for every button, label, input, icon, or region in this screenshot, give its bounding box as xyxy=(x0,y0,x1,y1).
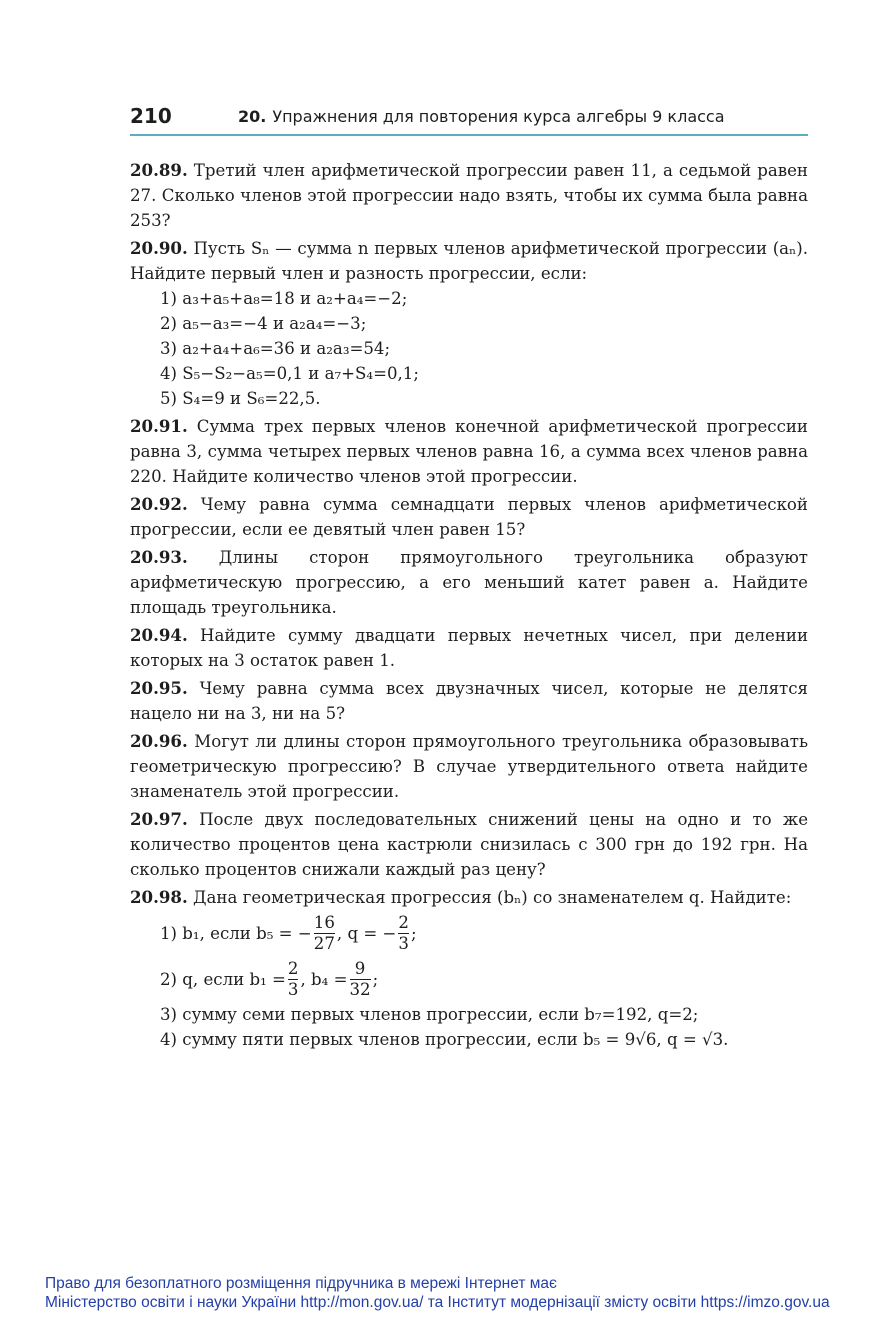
denominator: 3 xyxy=(398,933,409,953)
problem-text: Пусть Sₙ — сумма n первых членов арифметической прогрессии (aₙ). Найдите первый член и разность прогрессии, если: xyxy=(130,239,808,283)
problem-20-95 xyxy=(130,676,808,726)
page-header xyxy=(130,104,808,136)
problem-number: 20.98. xyxy=(130,887,188,907)
numerator: 16 xyxy=(313,912,335,932)
sub-item: 4) сумму пяти первых членов прогрессии, если b₅ = 9√6, q = √3. xyxy=(160,1030,729,1049)
fraction xyxy=(350,959,371,1000)
formula-text: 1) b₁, если b₅ = − xyxy=(160,923,312,943)
sub-item: 1) a₃+a₅+a₈=18 и a₂+a₄=−2; xyxy=(160,289,408,308)
numerator: 2 xyxy=(398,912,409,932)
problems-list xyxy=(130,158,808,1055)
problem-number: 20.95. xyxy=(130,678,188,698)
problem-number: 20.97. xyxy=(130,809,188,829)
problem-number: 20.96. xyxy=(130,731,188,751)
problem-text: Чему равна сумма семнадцати первых членов арифметической прогрессии, если ее девятый член равен 15? xyxy=(130,495,808,539)
problem-text: Найдите сумму двадцати первых нечетных чисел, при делении которых на 3 остаток равен 1. xyxy=(130,626,808,670)
problem-text: Могут ли длины сторон прямоугольного треугольника образовывать геометрическую прогрессию? В случае утвердительного ответа найдите знаменатель этой прогрессии. xyxy=(130,732,808,801)
page-number: 210 xyxy=(130,104,172,128)
problem-20-97 xyxy=(130,807,808,882)
problem-text: Дана геометрическая прогрессия (bₙ) со знаменателем q. Найдите: xyxy=(193,888,792,907)
problem-20-96 xyxy=(130,729,808,804)
fraction xyxy=(398,913,409,954)
section-title: Упражнения для повторения курса алгебры 9 класса xyxy=(272,107,725,126)
problem-text: Сумма трех первых членов конечной арифметической прогрессии равна 3, сумма четырех первых членов равна 16, а сумма всех членов равна 220. Найдите количество членов этой прогрессии. xyxy=(130,417,808,486)
footer-line: Право для безоплатного розміщення підручника в мережі Інтернет має xyxy=(45,1275,557,1292)
problem-20-91 xyxy=(130,414,808,489)
sub-item-fraction xyxy=(130,910,808,956)
problem-20-89 xyxy=(130,158,808,233)
problem-20-94 xyxy=(130,623,808,673)
sub-item: 2) a₅−a₃=−4 и a₂a₄=−3; xyxy=(160,314,367,333)
problem-number: 20.92. xyxy=(130,494,188,514)
problem-20-98 xyxy=(130,885,808,1052)
problem-text: Третий член арифметической прогрессии равен 11, а седьмой равен 27. Сколько членов этой прогрессии надо взять, чтобы их сумма была равна 253? xyxy=(130,161,808,230)
license-footer xyxy=(45,1274,830,1312)
problem-20-93 xyxy=(130,545,808,620)
problem-number: 20.89. xyxy=(130,160,188,180)
formula-text: , b₄ = xyxy=(300,969,348,989)
problem-number: 20.93. xyxy=(130,547,188,567)
formula-text: ; xyxy=(372,969,379,989)
footer-line: Міністерство освіти і науки України http://mon.gov.ua/ та Інститут модернізації змісту освіти https://imzo.gov.ua xyxy=(45,1294,830,1311)
sub-item: 4) S₅−S₂−a₅=0,1 и a₇+S₄=0,1; xyxy=(160,364,419,383)
problem-number: 20.94. xyxy=(130,625,188,645)
formula-text: 2) q, если b₁ = xyxy=(160,969,286,989)
problem-number: 20.90. xyxy=(130,238,188,258)
numerator: 9 xyxy=(350,959,371,980)
fraction xyxy=(314,913,335,954)
problem-text: Длины сторон прямоугольного треугольника образуют арифметическую прогрессию, а его меньший катет равен a. Найдите площадь треугольника. xyxy=(130,548,808,617)
problem-20-92 xyxy=(130,492,808,542)
problem-text: После двух последовательных снижений цены на одно и то же количество процентов цена кастрюли снизилась с 300 грн до 192 грн. На сколько процентов снижали каждый раз цену? xyxy=(130,810,809,879)
section-number: 20. xyxy=(238,107,267,126)
problem-number: 20.91. xyxy=(130,416,188,436)
denominator: 27 xyxy=(313,933,335,953)
problem-20-90 xyxy=(130,236,808,411)
formula-text: , q = − xyxy=(336,923,397,943)
sub-item-fraction xyxy=(130,956,808,1002)
denominator: 32 xyxy=(349,979,371,999)
section-heading xyxy=(238,107,725,126)
formula-text: ; xyxy=(410,923,417,943)
sub-item: 3) a₂+a₄+a₆=36 и a₂a₃=54; xyxy=(160,339,391,358)
sub-item: 5) S₄=9 и S₆=22,5. xyxy=(160,389,321,408)
denominator: 3 xyxy=(287,979,299,999)
fraction xyxy=(288,959,299,1000)
problem-text: Чему равна сумма всех двузначных чисел, которые не делятся нацело ни на 3, ни на 5? xyxy=(130,679,808,723)
numerator: 2 xyxy=(287,958,299,978)
sub-item: 3) сумму семи первых членов прогрессии, если b₇=192, q=2; xyxy=(160,1005,699,1024)
